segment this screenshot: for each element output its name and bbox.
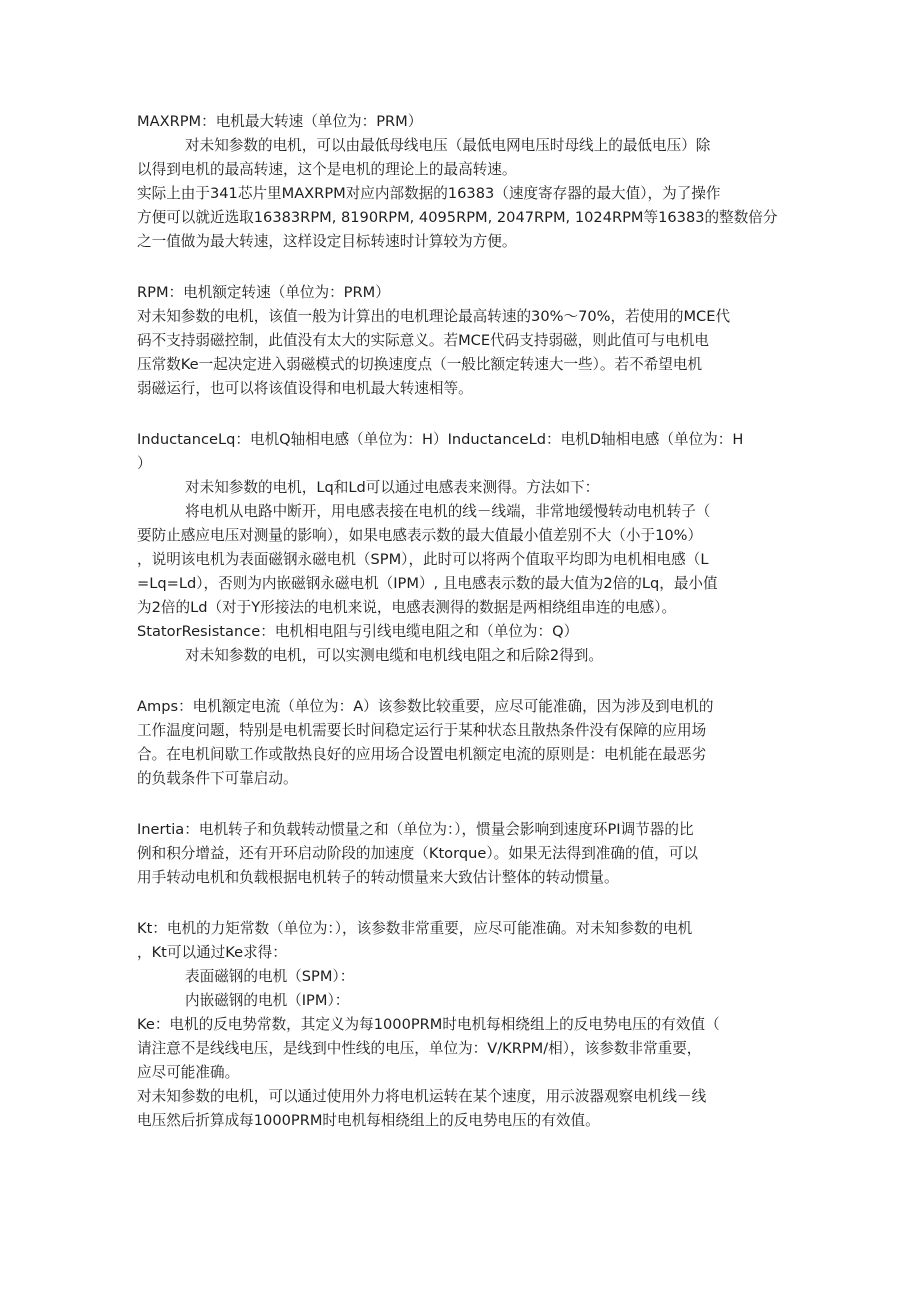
section-heading: InductanceLq：电机Q轴相电感（单位为：H）InductanceLd：电机D轴相电感（单位为：H — [137, 431, 744, 448]
text-line: 表面磁钢的电机（SPM）： — [185, 968, 355, 985]
text-line: 内嵌磁钢的电机（IPM）： — [185, 992, 350, 1009]
text-line: 电压然后折算成每1000PRM时电机每相绕组上的反电势电压的有效值。 — [137, 1112, 600, 1129]
text-line: 用手转动电机和负载根据电机转子的转动惯量来大致估计整体的转动惯量。 — [137, 869, 619, 886]
text-line: 对未知参数的电机，该值一般为计算出的电机理论最高转速的30%～70%，若使用的MCE代 — [137, 308, 731, 325]
document-page — [137, 110, 797, 1133]
section-heading: Amps：电机额定电流（单位为：A）该参数比较重要，应尽可能准确，因为涉及到电机的 — [137, 698, 714, 715]
text-line: 工作温度问题，特别是电机需要长时间稳定运行于某种状态且散热条件没有保障的应用场 — [137, 722, 707, 739]
text-line: ，说明该电机为表面磁钢永磁电机（SPM），此时可以将两个值取平均即为电机相电感（L — [137, 551, 709, 568]
text-line: =Lq=Ld），否则为内嵌磁钢永磁电机（IPM）, 且电感表示数的最大值为2倍的Lq，最小值 — [137, 575, 718, 592]
section-maxrpm — [137, 110, 797, 254]
text-line: 压常数Ke一起决定进入弱磁模式的切换速度点（一般比额定转速大一些）。若不希望电机 — [137, 356, 703, 373]
section-inductance — [137, 428, 797, 668]
text-line: 请注意不是线线电压，是线到中性线的电压，单位为：V/KRPM/相），该参数非常重要， — [137, 1040, 702, 1057]
text-line: 对未知参数的电机，可以通过使用外力将电机运转在某个速度，用示波器观察电机线－线 — [137, 1088, 707, 1105]
text-line: 为2倍的Ld（对于Y形接法的电机来说，电感表测得的数据是两相绕组串连的电感）。 — [137, 599, 677, 616]
text-line: 弱磁运行，也可以将该值设得和电机最大转速相等。 — [137, 380, 473, 397]
text-line: 的负载条件下可靠启动。 — [137, 770, 298, 787]
section-kt-ke — [137, 917, 797, 1133]
section-heading: Inertia：电机转子和负载转动惯量之和（单位为：），惯量会影响到速度环PI调节器的比 — [137, 821, 694, 838]
section-heading: MAXRPM：电机最大转速（单位为：PRM） — [137, 113, 423, 130]
text-line: 以得到电机的最高转速，这个是电机的理论上的最高转速。 — [137, 161, 517, 178]
text-line: 例和积分增益，还有开环启动阶段的加速度（Ktorque）。如果无法得到准确的值，可以 — [137, 845, 698, 862]
text-line: 实际上由于341芯片里MAXRPM对应内部数据的16383（速度寄存器的最大值），为了操作 — [137, 185, 721, 202]
section-amps — [137, 695, 797, 791]
text-line: 方便可以就近选取16383RPM, 8190RPM, 4095RPM, 2047RPM, 1024RPM等16383的整数倍分 — [137, 209, 778, 226]
section-rpm — [137, 281, 797, 401]
text-line: 对未知参数的电机，可以由最低母线电压（最低电网电压时母线上的最低电压）除 — [185, 137, 711, 154]
text-line: 对未知参数的电机，可以实测电缆和电机线电阻之和后除2得到。 — [185, 647, 603, 664]
text-line: 对未知参数的电机，Lq和Ld可以通过电感表来测得。方法如下： — [185, 479, 600, 496]
text-line: 码不支持弱磁控制，此值没有太大的实际意义。若MCE代码支持弱磁，则此值可与电机电 — [137, 332, 709, 349]
section-heading: RPM：电机额定转速（单位为：PRM） — [137, 284, 390, 301]
section-heading: Ke：电机的反电势常数，其定义为每1000PRM时电机每相绕组上的反电势电压的有效值（ — [137, 1016, 720, 1033]
text-line: 应尽可能准确。 — [137, 1064, 240, 1081]
text-line: 之一值做为最大转速，这样设定目标转速时计算较为方便。 — [137, 233, 517, 250]
section-inertia — [137, 818, 797, 890]
text-line: ，Kt可以通过Ke求得： — [137, 944, 287, 961]
text-line: ） — [137, 455, 152, 472]
section-heading: Kt：电机的力矩常数（单位为：），该参数非常重要，应尽可能准确。对未知参数的电机 — [137, 920, 693, 937]
section-heading: StatorResistance：电机相电阻与引线电缆电阻之和（单位为：Q） — [137, 623, 579, 640]
text-line: 合。在电机间歇工作或散热良好的应用场合设置电机额定电流的原则是：电机能在最恶劣 — [137, 746, 707, 763]
text-line: 要防止感应电压对测量的影响），如果电感表示数的最大值最小值差别不大（小于10%） — [137, 527, 703, 544]
text-line: 将电机从电路中断开，用电感表接在电机的线－线端，非常地缓慢转动电机转子（ — [185, 503, 711, 520]
